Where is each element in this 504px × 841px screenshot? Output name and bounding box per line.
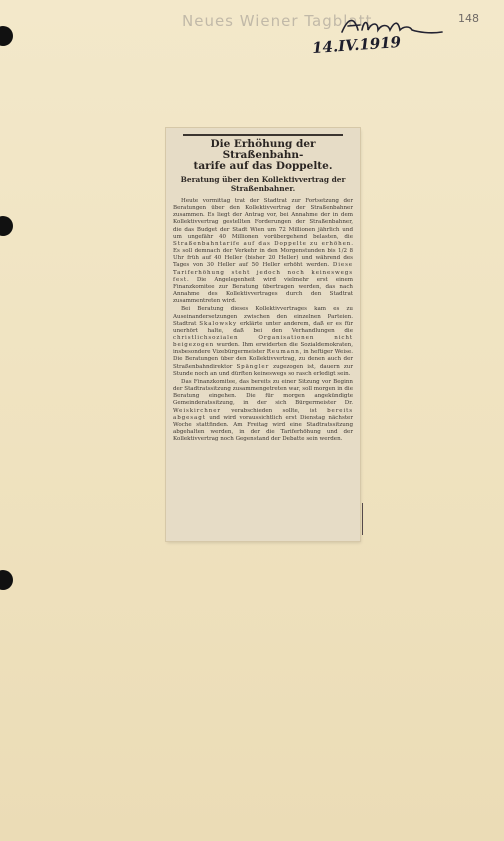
spaced-emphasis: Diese Tariferhöhung steht jedoch noch keineswegs fest bbox=[173, 262, 353, 283]
article-paragraph: Das Finanzkomitee, das bereits zu einer Sitzung vor Beginn der Stadtratssitzung zusammengetreten war, soll morgen in die Beratung eingehen. Die für morgen angekündigte Gemeinderatssitzung, in der sich Bürgermeister Dr. Weiskirchner verabschieden sollte, ist bereits abgesagt und wird voraussichtlich erst Dienstag nächster Woche stattfinden. Am Freitag wird eine Stadtratssitzung abgehalten werden, in der die Tariferhöhung und der Kollektivvertrag noch Gegenstand der Debatte sein werden. bbox=[173, 378, 353, 443]
headline-line-1: Die Erhöhung der Straßenbahn- bbox=[210, 138, 316, 161]
spaced-emphasis: Straßenbahntarife auf das Doppelte zu erhöhen bbox=[173, 240, 352, 247]
subheadline: Beratung über den Kollektivvertrag der Straßenbahner. bbox=[180, 175, 346, 193]
spaced-emphasis: bereits abgesagt bbox=[173, 407, 353, 421]
spaced-emphasis: Skalowsky bbox=[199, 320, 238, 327]
handwritten-date: 14.IV.1919 bbox=[311, 32, 402, 58]
page-number: 148 bbox=[458, 12, 479, 25]
headline-rule bbox=[183, 134, 343, 136]
spaced-emphasis: Spängler bbox=[236, 363, 270, 370]
spaced-emphasis: christlichsozialen Organisationen nicht beigezogen bbox=[173, 334, 353, 349]
article-paragraph: Heute vormittag trat der Stadtrat zur Fortsetzung der Beratungen über den Kollektivvertrag der Straßenbahner zusammen. Es liegt der Antrag vor, bei Annahme der in dem Kollektivvertrag gestellten Forderungen der Straßenbahner, die das Budget der Stadt Wien um 72 Millionen jährlich und um ungefähr 40 Millionen vorübergehend belasten, die Straßenbahntarife auf das Doppelte zu erhöhen. Es soll demnach der Verkehr in den Morgenstunden bis 1/2 8 Uhr früh auf 40 Heller (bisher 20 Heller) und während des Tages von 30 Heller auf 50 Heller erhöht werden. Diese Tariferhöhung steht jedoch noch keineswegs fest. Die Angelegenheit wird vielmehr erst einem Finanzkomitee zur Beratung übertragen werden, das nach Annahme des Kollektivvertrages durch den Stadtrat zusammentreten wird. bbox=[173, 198, 353, 305]
headline-line-2: tarife auf das Doppelte. bbox=[193, 160, 333, 172]
margin-pencil-mark bbox=[356, 503, 363, 535]
spaced-emphasis: Weiskirchner bbox=[173, 407, 221, 414]
punch-hole bbox=[0, 570, 13, 590]
headline bbox=[173, 139, 353, 172]
punch-hole bbox=[0, 216, 13, 236]
punch-hole bbox=[0, 26, 13, 46]
spaced-emphasis: Reumann bbox=[266, 349, 300, 356]
article-paragraph: Bei Beratung dieses Kollektivvertrages kam es zu Auseinandersetzungen zwischen den einzelnen Parteien. Stadtrat Skalowsky erklärte unter anderem, daß er es für unerhört halte, daß bei den Verhandlungen die christlichsozialen Organisationen nicht beigezogen wurden. Ihm erwiderten die Sozialdemokraten, insbesondere Vizebürgermeister Reumann, in heftiger Weise. Die Beratungen über den Kollektivvertrag, zu denen auch der Straßenbahndirektor Spängler zugezogen ist, dauern zur Stunde noch an und dürften keineswegs so rasch erledigt sein. bbox=[173, 306, 353, 377]
newspaper-clipping bbox=[166, 128, 360, 541]
newspaper-name-stamp: Neues Wiener Tagblatt bbox=[182, 12, 373, 30]
